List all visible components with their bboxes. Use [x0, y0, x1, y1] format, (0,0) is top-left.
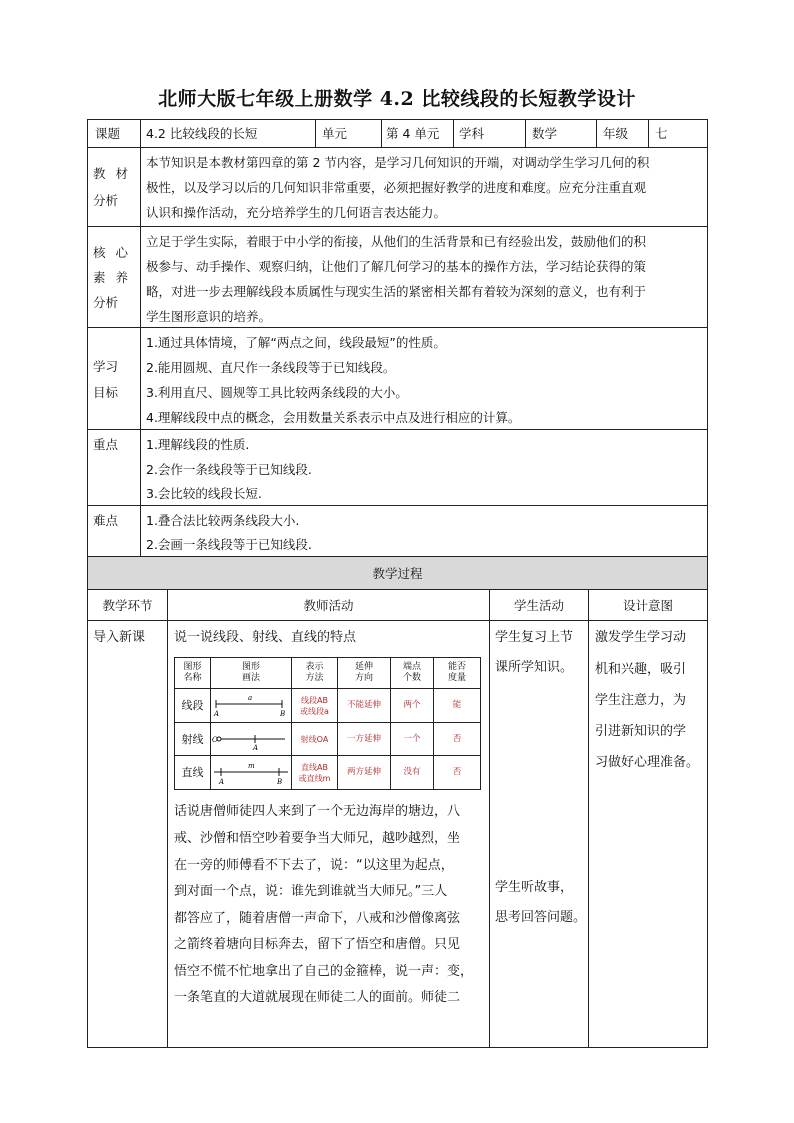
line-comparison-table [174, 657, 481, 790]
table-border-top [87, 119, 708, 120]
design-intent-2: 机和兴趣，吸引 [595, 662, 687, 677]
nandian-line-2: 2.会画一条线段等于已知线段. [146, 537, 312, 552]
col-header-teacher: 教师活动 [303, 598, 354, 613]
jiaocai-label-2: 分析 [93, 193, 119, 208]
segment-drawing [211, 689, 291, 722]
ray-measurable: 否 [452, 733, 462, 744]
mubiao-line-3: 3.利用直尺、圆规等工具比较两条线段的大小。 [146, 385, 408, 400]
story-line-7: 悟空不慌不忙地拿出了自己的金箍棒，说一声：变， [174, 964, 474, 979]
row-divider [87, 589, 708, 590]
row-divider [87, 226, 708, 227]
page-title: 北师大版七年级上册数学 4.2 比较线段的长短教学设计 [158, 88, 636, 110]
row-divider [87, 620, 708, 621]
line-label-m: m [248, 762, 255, 770]
mubiao-line-4: 4.理解线段中点的概念，会用数量关系表示中点及进行相应的计算。 [146, 410, 521, 425]
label-col-divider [140, 119, 141, 556]
segment-measurable: 能 [452, 700, 462, 710]
zhongdian-line-2: 2.会作一条线段等于已知线段. [146, 462, 312, 477]
col-header-student: 学生活动 [513, 598, 564, 613]
keti-label: 课题 [95, 126, 121, 141]
jiaocai-label-1: 教材 [93, 166, 139, 181]
col-divider [489, 589, 490, 1047]
mubiao-line-2: 2.能用圆规、直尺作一条线段等于已知线段。 [146, 360, 396, 375]
th-direction: 延伸 方向 [354, 662, 373, 683]
col-divider [381, 119, 382, 147]
story-line-3: 在一旁的师傅看不下去了，说：“以这里为起点， [174, 858, 454, 873]
segment-point-b: B [280, 710, 286, 718]
story-line-4: 到对面一个点，说：谁先到谁就当大师兄。”三人 [174, 884, 448, 899]
col-divider [596, 119, 597, 147]
jiaocai-line-1: 本节知识是本教材第四章的第 2 节内容，是学习几何知识的开端，对调动学生学习几何的积 [146, 155, 650, 170]
line-endpoints: 没有 [403, 767, 421, 777]
hexin-label-2: 素养 [93, 270, 139, 285]
design-intent-4: 引进新知识的学 [595, 724, 687, 739]
danyuan-value: 第 4 单元 [386, 126, 440, 141]
col-header-stage: 教学环节 [102, 598, 153, 613]
design-intent-3: 学生注意力，为 [595, 693, 687, 708]
col-divider [525, 119, 526, 147]
ray-notation: 射线OA [300, 734, 329, 744]
row-name-segment: 线段 [181, 699, 204, 712]
nianji-label: 年级 [603, 126, 629, 141]
jiaocai-line-2: 极性，以及学习以后的几何知识非常重要，必须把握好教学的进度和难度。应充分注重直观 [146, 180, 647, 195]
story-line-2: 戒、沙僧和悟空吵着要争当大师兄，越吵越烈，坐 [174, 831, 461, 846]
nianji-value: 七 [655, 126, 668, 141]
segment-label-a: a [248, 694, 253, 702]
hexin-label-3: 分析 [93, 295, 119, 310]
student-activity-1b: 课所学知识。 [495, 660, 574, 675]
student-activity-1a: 学生复习上节 [495, 630, 574, 645]
design-intent-1: 激发学生学习动 [595, 630, 687, 645]
segment-direction: 不能延伸 [346, 700, 381, 710]
story-line-1: 话说唐僧师徒四人来到了一个无边海岸的塘边，八 [174, 804, 461, 819]
row-name-line: 直线 [181, 766, 204, 779]
th-endpoints: 端点 个数 [402, 662, 421, 683]
col-divider [648, 119, 649, 147]
design-intent-5: 习做好心理准备。 [595, 755, 700, 770]
row-divider [87, 147, 708, 148]
hexin-line-1: 立足于学生实际，着眼于中小学的衔接，从他们的生活背景和已有经验出发，鼓励他们的积 [146, 234, 647, 249]
teacher-intro: 说一说线段、射线、直线的特点 [174, 630, 357, 645]
table-border-right [707, 119, 708, 1048]
ray-endpoints: 一个 [403, 733, 421, 744]
process-header: 教学过程 [372, 566, 423, 581]
hexin-line-4: 学生图形意识的培养。 [146, 309, 272, 324]
th-measurable: 能否 度量 [447, 662, 466, 683]
line-drawing [211, 756, 291, 789]
jiaocai-line-3: 认识和操作活动，充分培养学生的几何语言表达能力。 [146, 205, 447, 220]
xueke-value: 数学 [532, 126, 558, 141]
hexin-line-3: 略，对进一步去理解线段本质属性与现实生活的紧密相关都有着较为深刻的意义，也有利于 [146, 284, 647, 299]
nandian-line-1: 1.叠合法比较两条线段大小. [146, 513, 300, 528]
xueke-label: 学科 [459, 126, 485, 141]
table-border-bottom [87, 1047, 708, 1048]
student-activity-2b: 思考回答问题。 [495, 910, 587, 925]
ray-drawing [211, 723, 291, 755]
zhongdian-line-3: 3.会比较的线段长短. [146, 486, 262, 501]
mubiao-line-1: 1.通过具体情境，了解“两点之间，线段最短”的性质。 [146, 335, 446, 350]
student-activity-2a: 学生听故事， [495, 880, 574, 895]
col-divider [315, 119, 316, 147]
ray-point-a: A [253, 744, 259, 752]
danyuan-label: 单元 [322, 126, 348, 141]
col-divider [453, 119, 454, 147]
ray-direction: 一方延伸 [346, 733, 381, 744]
story-line-6: 之箭终着塘向目标奔去，留下了悟空和唐僧。只见 [174, 937, 461, 952]
line-measurable: 否 [452, 767, 462, 777]
th-drawing: 图形 画法 [241, 662, 260, 683]
line-direction: 两方延伸 [346, 767, 381, 777]
story-line-8: 一条笔直的大道就展现在师徒二人的面前。师徒二 [174, 990, 461, 1005]
segment-point-a: A [214, 710, 220, 718]
nandian-label: 难点 [93, 513, 119, 528]
zhongdian-label: 重点 [93, 437, 119, 452]
segment-notation: 线段AB 或线段a [300, 695, 329, 716]
line-point-b: B [277, 778, 283, 786]
zhongdian-line-1: 1.理解线段的性质. [146, 437, 250, 452]
col-divider [588, 589, 589, 1047]
hexin-line-2: 极参与、动手操作、观察归纳，让他们了解几何学习的基本的操作方法，学习结论获得的策 [146, 259, 647, 274]
row-name-ray: 射线 [181, 732, 204, 746]
line-point-a: A [219, 778, 225, 786]
hexin-label-1: 核心 [93, 245, 139, 260]
mubiao-label-1: 学习 [93, 359, 119, 374]
th-notation: 表示 方法 [305, 662, 324, 683]
keti-value: 4.2 比较线段的长短 [146, 126, 258, 141]
segment-endpoints: 两个 [403, 700, 421, 710]
stage-label: 导入新课 [93, 630, 146, 645]
col-header-design: 设计意图 [622, 598, 673, 613]
ray-point-o: O [212, 736, 218, 744]
line-notation: 直线AB 或直线m [298, 762, 331, 783]
col-divider [167, 589, 168, 1047]
story-line-5: 都答应了，随着唐僧一声命下，八戒和沙僧像离弦 [174, 911, 461, 926]
mubiao-label-2: 目标 [93, 385, 119, 400]
th-name: 图形 名称 [183, 662, 202, 683]
